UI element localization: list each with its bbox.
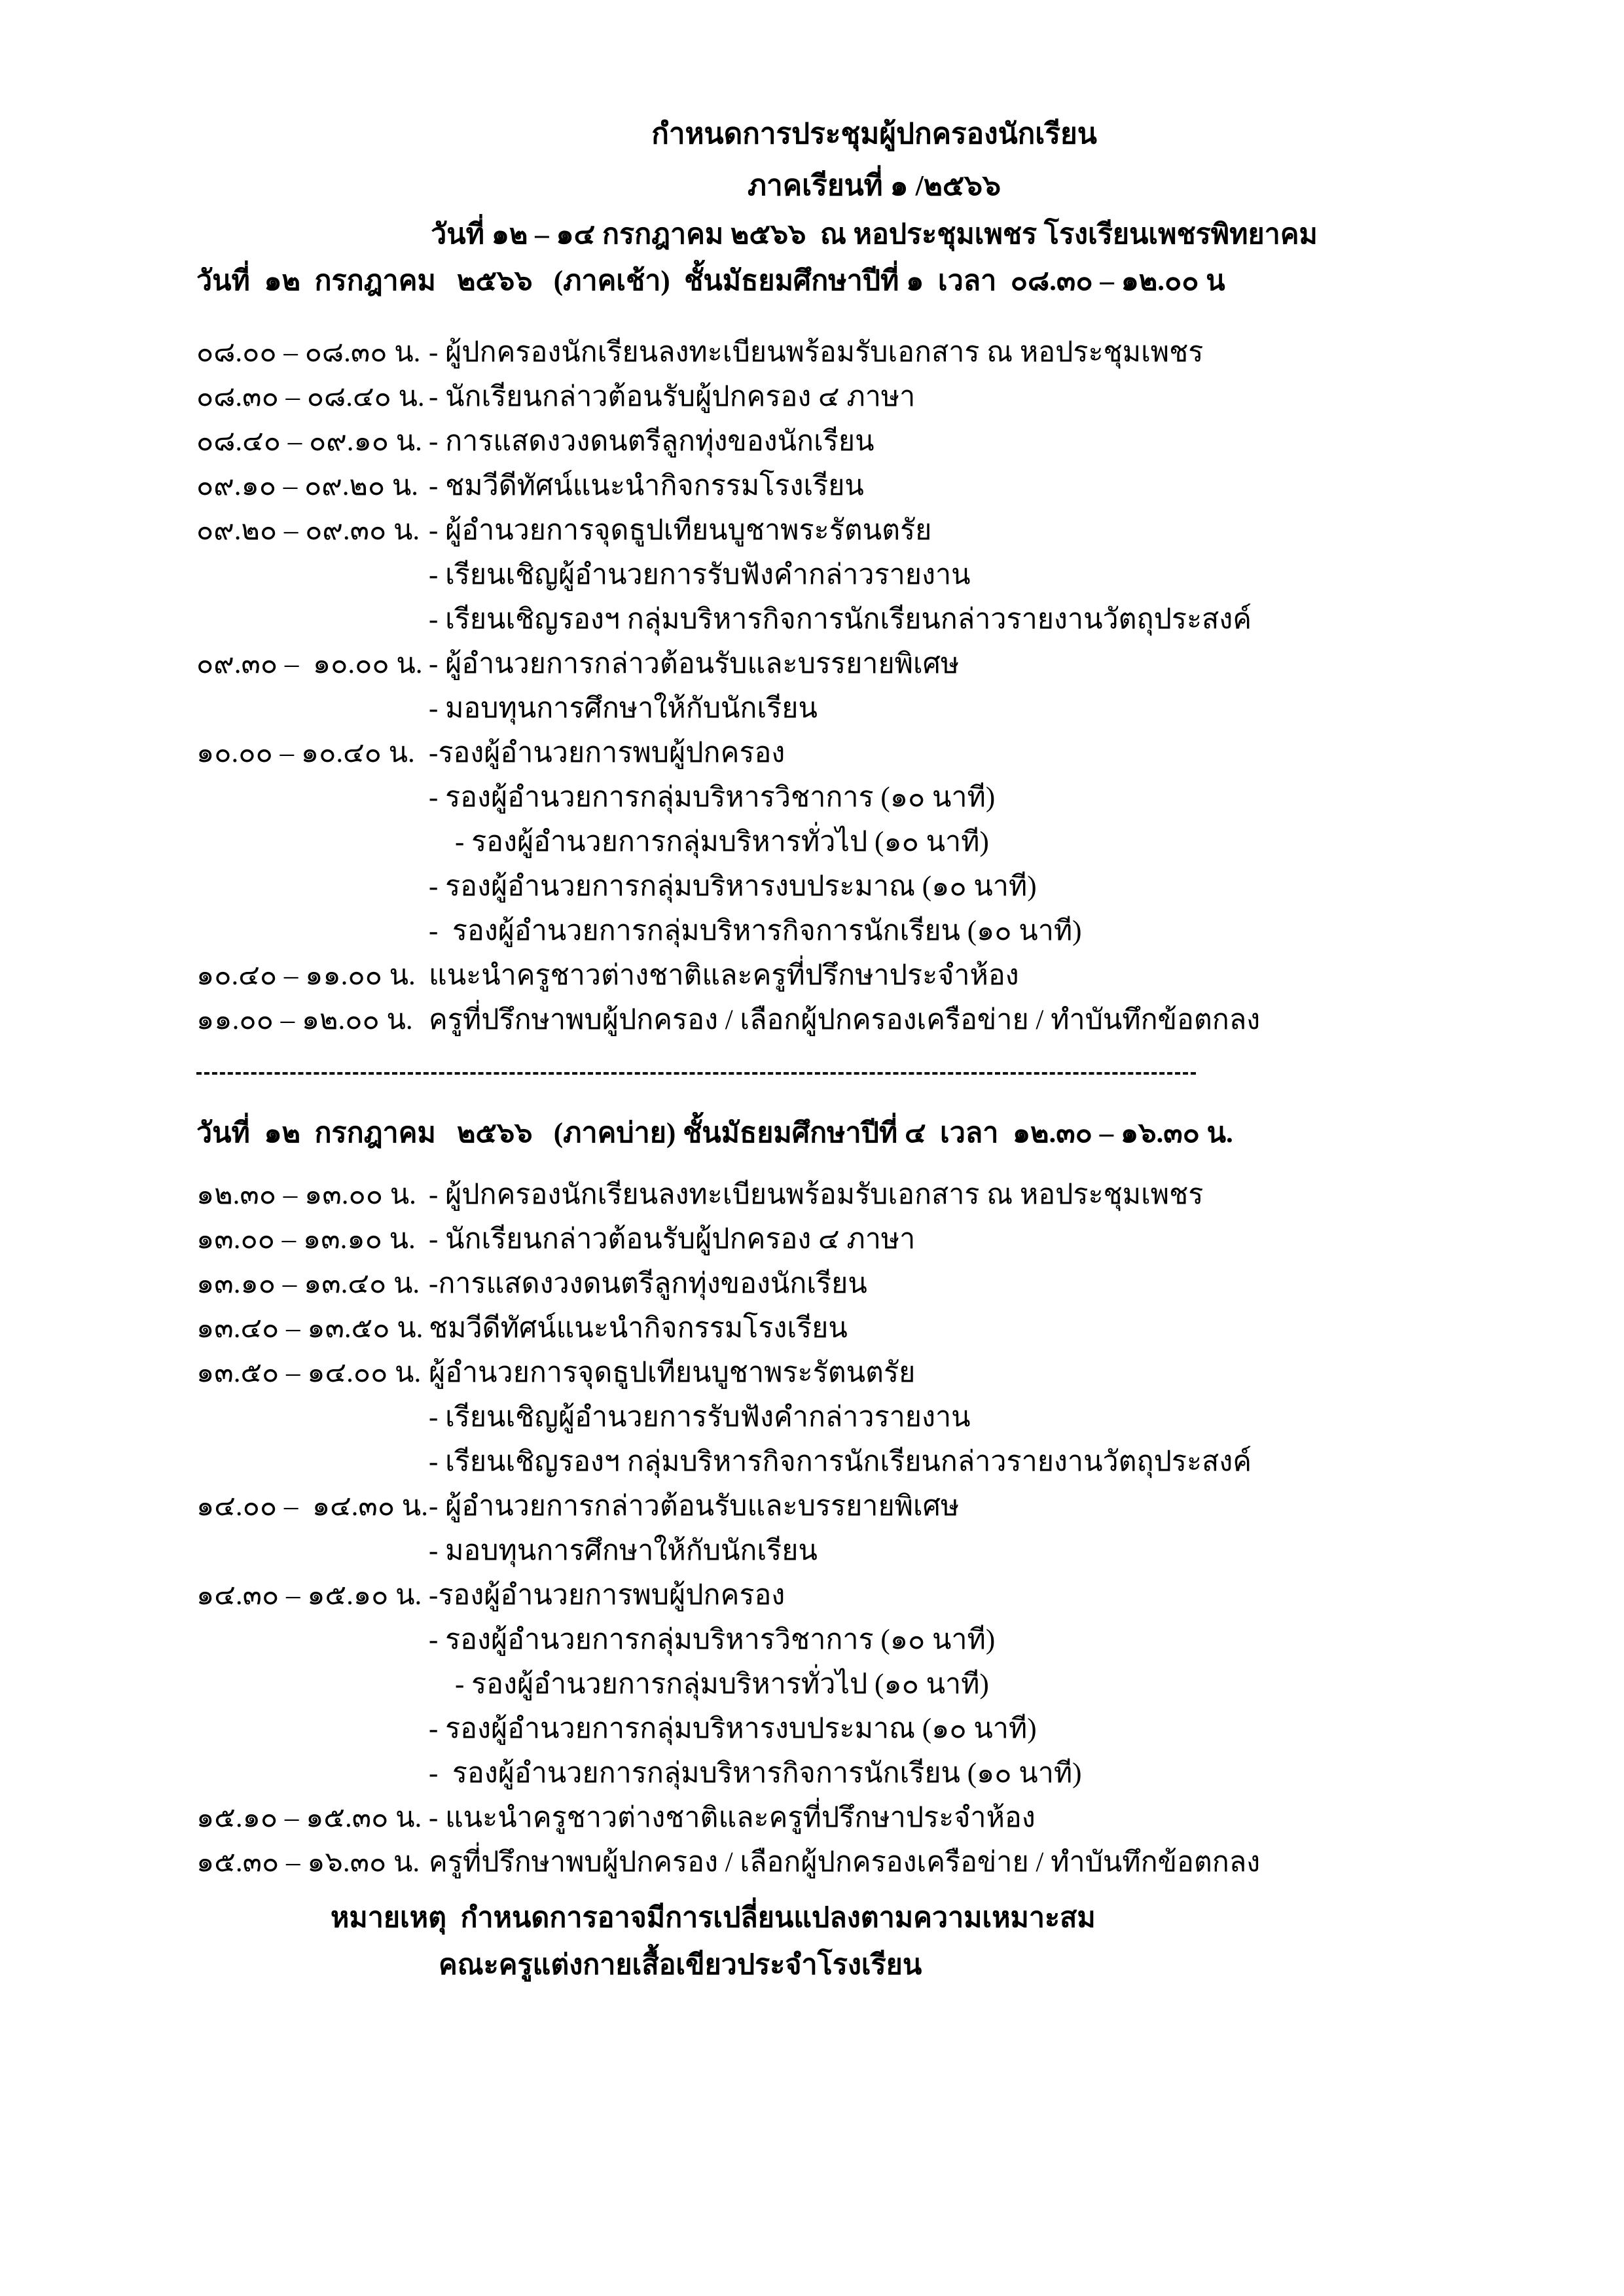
schedule-row bbox=[0, 1262, 1624, 1306]
time-range bbox=[196, 553, 429, 598]
schedule-subitem bbox=[0, 687, 1624, 731]
activity-text: - เรียนเชิญผู้อำนวยการรับฟังคำกล่าวรายงาน bbox=[429, 560, 971, 590]
schedule-subitem bbox=[0, 1662, 1624, 1707]
time-range: ๐๙.๒๐ – ๐๙.๓๐ น. bbox=[196, 515, 420, 546]
session-header: วันที่ ๑๒ กรกฎาคม ๒๕๖๖ (ภาคเช้า) ชั้นมัธยมศึกษาปีที่ ๑ เวลา ๐๘.๓๐ – ๑๒.๐๐ น bbox=[196, 266, 1225, 296]
time-range: ๑๓.๐๐ – ๑๓.๑๐ น. bbox=[196, 1224, 416, 1255]
schedule-sessions bbox=[0, 259, 1624, 1885]
activity-text: - นักเรียนกล่าวต้อนรับผู้ปกครอง ๔ ภาษา bbox=[429, 382, 916, 412]
time-range bbox=[196, 1395, 429, 1440]
time-range bbox=[196, 598, 429, 642]
time-range: ๑๐.๐๐ – ๑๐.๔๐ น. bbox=[196, 738, 415, 768]
activity-text: - เรียนเชิญผู้อำนวยการรับฟังคำกล่าวรายงาน bbox=[429, 1402, 971, 1433]
time-range: ๑๕.๑๐ – ๑๕.๓๐ น. bbox=[196, 1803, 422, 1833]
activity-text: - การแสดงวงดนตรีลูกทุ่งของนักเรียน bbox=[429, 426, 875, 457]
activity-text: - ผู้ปกครองนักเรียนลงทะเบียนพร้อมรับเอกสาร ณ หอประชุมเพชร bbox=[429, 337, 1204, 368]
time-range: ๑๕.๓๐ – ๑๖.๓๐ น. bbox=[196, 1847, 420, 1878]
schedule-subitem bbox=[0, 1707, 1624, 1751]
activity-text: - มอบทุนการศึกษาให้กับนักเรียน bbox=[429, 1535, 818, 1566]
schedule-subitem bbox=[0, 820, 1624, 865]
time-range: ๑๓.๑๐ – ๑๓.๔๐ น. bbox=[196, 1268, 420, 1299]
schedule-subitem bbox=[0, 1529, 1624, 1573]
session-header: วันที่ ๑๒ กรกฎาคม ๒๕๖๖ (ภาคบ่าย) ชั้นมัธยมศึกษาปีที่ ๔ เวลา ๑๒.๓๐ – ๑๖.๓๐ น. bbox=[196, 1118, 1233, 1149]
time-range bbox=[196, 865, 429, 909]
activity-text: - รองผู้อำนวยการกลุ่มบริหารวิชาการ (๑๐ นาที) bbox=[429, 782, 996, 813]
activity-text: ครูที่ปรึกษาพบผู้ปกครอง / เลือกผู้ปกครองเครือข่าย / ทำบันทึกข้อตกลง bbox=[429, 1005, 1261, 1035]
schedule-row bbox=[0, 1173, 1624, 1217]
time-range: ๑๔.๓๐ – ๑๕.๑๐ น. bbox=[196, 1580, 422, 1611]
schedule-subitem bbox=[0, 865, 1624, 909]
activity-text: - รองผู้อำนวยการกลุ่มบริหารกิจการนักเรียน (๑๐ นาที) bbox=[429, 1758, 1082, 1789]
schedule-row bbox=[0, 1351, 1624, 1395]
schedule-row bbox=[0, 1217, 1624, 1262]
activity-text: ครูที่ปรึกษาพบผู้ปกครอง / เลือกผู้ปกครองเครือข่าย / ทำบันทึกข้อตกลง bbox=[429, 1847, 1261, 1878]
activity-text: - ผู้ปกครองนักเรียนลงทะเบียนพร้อมรับเอกสาร ณ หอประชุมเพชร bbox=[429, 1179, 1204, 1210]
time-range: ๐๘.๓๐ – ๐๘.๔๐ น. bbox=[196, 382, 425, 412]
schedule-row bbox=[0, 509, 1624, 553]
time-range bbox=[196, 909, 429, 954]
time-range: ๑๐.๔๐ – ๑๑.๐๐ น. bbox=[196, 960, 416, 991]
time-range: ๐๘.๐๐ – ๐๘.๓๐ น. bbox=[196, 337, 421, 368]
schedule-subitem bbox=[0, 1751, 1624, 1796]
schedule-row bbox=[0, 420, 1624, 464]
activity-text: แนะนำครูชาวต่างชาติและครูที่ปรึกษาประจำห้อง bbox=[429, 960, 1019, 991]
schedule-subitem bbox=[0, 776, 1624, 820]
time-range: ๑๑.๐๐ – ๑๒.๐๐ น. bbox=[196, 1005, 413, 1035]
activity-text: - เรียนเชิญรองฯ กลุ่มบริหารกิจการนักเรียนกล่าวรายงานวัตถุประสงค์ bbox=[429, 1446, 1252, 1477]
activity-text: - รองผู้อำนวยการกลุ่มบริหารทั่วไป (๑๐ นาที) bbox=[455, 827, 989, 857]
time-range: ๑๓.๔๐ – ๑๓.๕๐ น. bbox=[196, 1313, 424, 1344]
time-range bbox=[196, 1662, 429, 1707]
activity-text: - มอบทุนการศึกษาให้กับนักเรียน bbox=[429, 693, 818, 724]
document-title: กำหนดการประชุมผู้ปกครองนักเรียน bbox=[651, 118, 1097, 150]
activity-text: - ผู้อำนวยการจุดธูปเทียนบูชาพระรัตนตรัย bbox=[429, 515, 932, 546]
activity-text: - ผู้อำนวยการกล่าวต้อนรับและบรรยายพิเศษ bbox=[429, 649, 960, 679]
schedule-subitem bbox=[0, 1440, 1624, 1484]
activity-text: ผู้อำนวยการจุดธูปเทียนบูชาพระรัตนตรัย bbox=[429, 1357, 916, 1388]
schedule-row bbox=[0, 954, 1624, 998]
time-range bbox=[196, 687, 429, 731]
activity-text: - เรียนเชิญรองฯ กลุ่มบริหารกิจการนักเรียนกล่าวรายงานวัตถุประสงค์ bbox=[429, 604, 1252, 635]
activity-text: -การแสดงวงดนตรีลูกทุ่งของนักเรียน bbox=[429, 1268, 867, 1299]
time-range: ๑๓.๕๐ – ๑๔.๐๐ น. bbox=[196, 1357, 422, 1388]
time-range bbox=[196, 1707, 429, 1751]
schedule-row bbox=[0, 1306, 1624, 1351]
activity-text: - รองผู้อำนวยการกลุ่มบริหารวิชาการ (๑๐ นาที) bbox=[429, 1624, 996, 1655]
schedule-subitem bbox=[0, 598, 1624, 642]
schedule-row bbox=[0, 375, 1624, 420]
schedule-row bbox=[0, 464, 1624, 509]
session-row-list bbox=[0, 1173, 1624, 1885]
activity-text: -รองผู้อำนวยการพบผู้ปกครอง bbox=[429, 738, 785, 768]
schedule-subitem bbox=[0, 909, 1624, 954]
schedule-row bbox=[0, 1484, 1624, 1529]
activity-text: - รองผู้อำนวยการกลุ่มบริหารงบประมาณ (๑๐ นาที) bbox=[429, 1713, 1037, 1744]
activity-text: - นักเรียนกล่าวต้อนรับผู้ปกครอง ๔ ภาษา bbox=[429, 1224, 916, 1255]
time-range bbox=[196, 1440, 429, 1484]
document-subtitle-term: ภาคเรียนที่ ๑ /๒๕๖๖ bbox=[748, 170, 1001, 202]
time-range bbox=[196, 776, 429, 820]
time-range: ๑๔.๐๐ – ๑๔.๓๐ น. bbox=[196, 1491, 428, 1522]
time-range: ๑๒.๓๐ – ๑๓.๐๐ น. bbox=[196, 1179, 416, 1210]
time-range: ๐๙.๑๐ – ๐๙.๒๐ น. bbox=[196, 471, 419, 501]
dashed-divider bbox=[196, 1072, 1196, 1075]
note-schedule-change: หมายเหตุ กำหนดการอาจมีการเปลี่ยนแปลงตามความเหมาะสม bbox=[331, 1903, 1096, 1933]
note-teacher-dress-code: คณะครูแต่งกายเสื้อเขียวประจำโรงเรียน bbox=[439, 1950, 922, 1981]
schedule-row bbox=[0, 1573, 1624, 1618]
activity-text: - ชมวีดีทัศน์แนะนำกิจกรรมโรงเรียน bbox=[429, 471, 864, 501]
schedule-row bbox=[0, 998, 1624, 1043]
activity-text: - รองผู้อำนวยการกลุ่มบริหารกิจการนักเรียน (๑๐ นาที) bbox=[429, 916, 1082, 946]
time-range bbox=[196, 1751, 429, 1796]
activity-text: - แนะนำครูชาวต่างชาติและครูที่ปรึกษาประจำห้อง bbox=[429, 1803, 1036, 1833]
time-range bbox=[196, 1529, 429, 1573]
session-row-list bbox=[0, 331, 1624, 1043]
time-range bbox=[196, 820, 429, 865]
activity-text: - รองผู้อำนวยการกลุ่มบริหารทั่วไป (๑๐ นาที) bbox=[455, 1669, 989, 1700]
schedule-row bbox=[0, 731, 1624, 776]
schedule-row bbox=[0, 1840, 1624, 1885]
time-range: ๐๙.๓๐ – ๑๐.๐๐ น. bbox=[196, 649, 423, 679]
activity-text: ชมวีดีทัศน์แนะนำกิจกรรมโรงเรียน bbox=[429, 1313, 848, 1344]
activity-text: - ผู้อำนวยการกล่าวต้อนรับและบรรยายพิเศษ bbox=[429, 1491, 960, 1522]
schedule-subitem bbox=[0, 1618, 1624, 1662]
schedule-row bbox=[0, 642, 1624, 687]
schedule-subitem bbox=[0, 553, 1624, 598]
schedule-row bbox=[0, 1796, 1624, 1840]
schedule-subitem bbox=[0, 1395, 1624, 1440]
time-range: ๐๘.๔๐ – ๐๙.๑๐ น. bbox=[196, 426, 422, 457]
activity-text: -รองผู้อำนวยการพบผู้ปกครอง bbox=[429, 1580, 785, 1611]
document-subtitle-date-venue: วันที่ ๑๒ – ๑๔ กรกฎาคม ๒๕๖๖ ณ หอประชุมเพชร โรงเรียนเพชรพิทยาคม bbox=[431, 219, 1318, 250]
activity-text: - รองผู้อำนวยการกลุ่มบริหารงบประมาณ (๑๐ นาที) bbox=[429, 871, 1037, 902]
schedule-row bbox=[0, 331, 1624, 375]
time-range bbox=[196, 1618, 429, 1662]
